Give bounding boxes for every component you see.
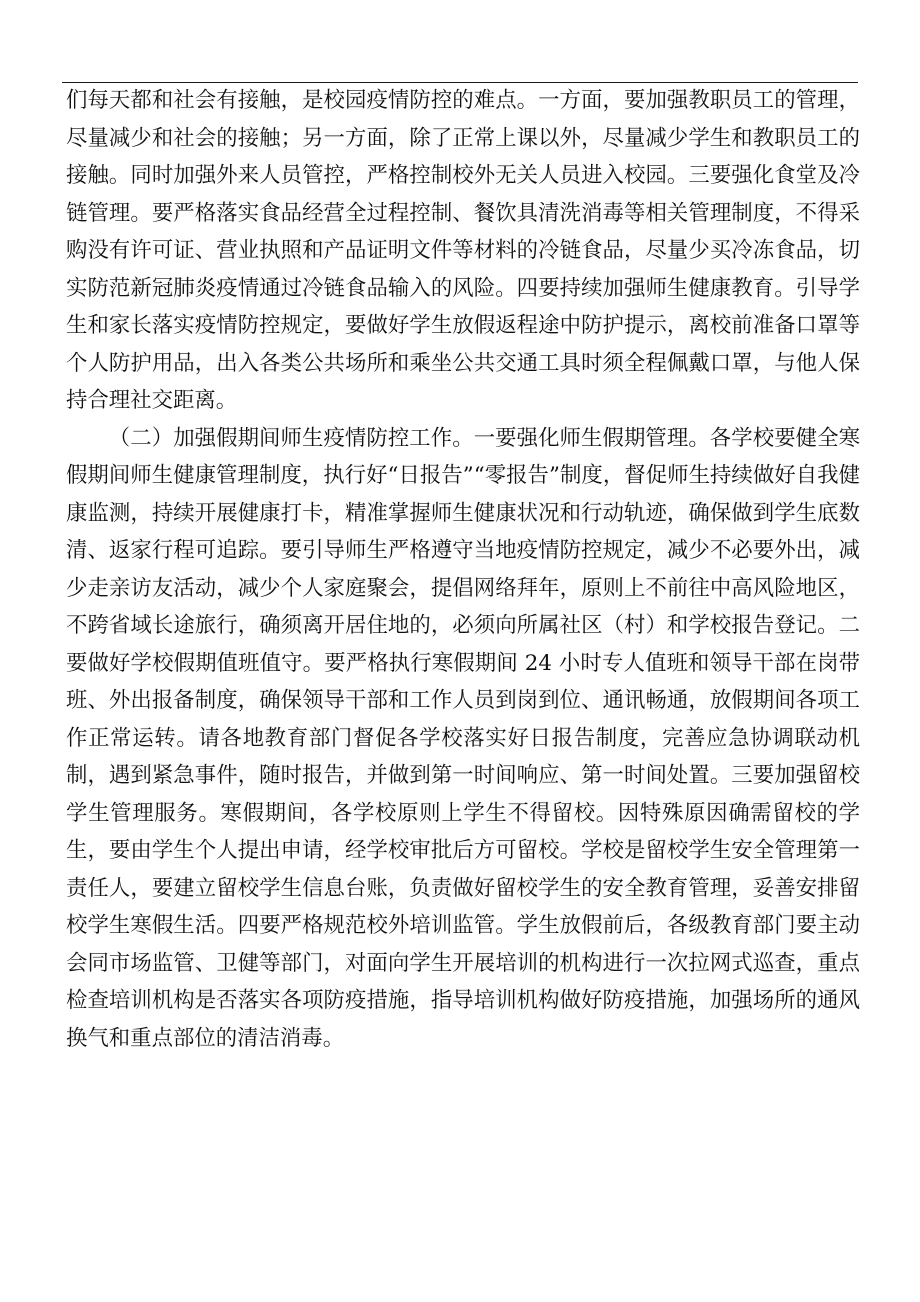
document-body (66, 82, 860, 1057)
paragraph-continued: 们每天都和社会有接触，是校园疫情防控的难点。一方面，要加强教职员工的管理，尽量减少和社会的接触；另一方面，除了正常上课以外，尽量减少学生和教职员工的接触。同时加强外来人员管控，严格控制校外无关人员进入校园。三要强化食堂及冷链管理。要严格落实食品经营全过程控制、餐饮具清洗消毒等相关管理制度，不得采购没有许可证、营业执照和产品证明文件等材料的冷链食品，尽量少买冷冻食品，切实防范新冠肺炎疫情通过冷链食品输入的风险。四要持续加强师生健康教育。引导学生和家长落实疫情防控规定，要做好学生放假返程途中防护提示，离校前准备口罩等个人防护用品，出入各类公共场所和乘坐公共交通工具时须全程佩戴口罩，与他人保持合理社交距离。 (66, 88, 860, 413)
paragraph-section-two: （二）加强假期间师生疫情防控工作。一要强化师生假期管理。各学校要健全寒假期间师生健康管理制度，执行好“日报告”“零报告”制度，督促师生持续做好自我健康监测，持续开展健康打卡，精准掌握师生健康状况和行动轨迹，确保做到学生底数清、返家行程可追踪。要引导师生严格遵守当地疫情防控规定，减少不必要外出，减少走亲访友活动，减少个人家庭聚会，提倡网络拜年，原则上不前往中高风险地区，不跨省域长途旅行，确须离开居住地的，必须向所属社区（村）和学校报告登记。二要做好学校假期值班值守。要严格执行寒假期间 24 小时专人值班和领导干部在岗带班、外出报备制度，确保领导干部和工作人员到岗到位、通讯畅通，放假期间各项工作正常运转。请各地教育部门督促各学校落实好日报告制度，完善应急协调联动机制，遇到紧急事件，随时报告，并做到第一时间响应、第一时间处置。三要加强留校学生管理服务。寒假期间，各学校原则上学生不得留校。因特殊原因确需留校的学生，要由学生个人提出申请，经学校审批后方可留校。学校是留校学生安全管理第一责任人，要建立留校学生信息台账，负责做好留校学生的安全教育管理，妥善安排留校学生寒假生活。四要严格规范校外培训监管。学生放假前后，各级教育部门要主动会同市场监管、卫健等部门，对面向学生开展培训的机构进行一次拉网式巡查，重点检查培训机构是否落实各项防疫措施，指导培训机构做好防疫措施，加强场所的通风换气和重点部位的清洁消毒。 (66, 425, 860, 1051)
